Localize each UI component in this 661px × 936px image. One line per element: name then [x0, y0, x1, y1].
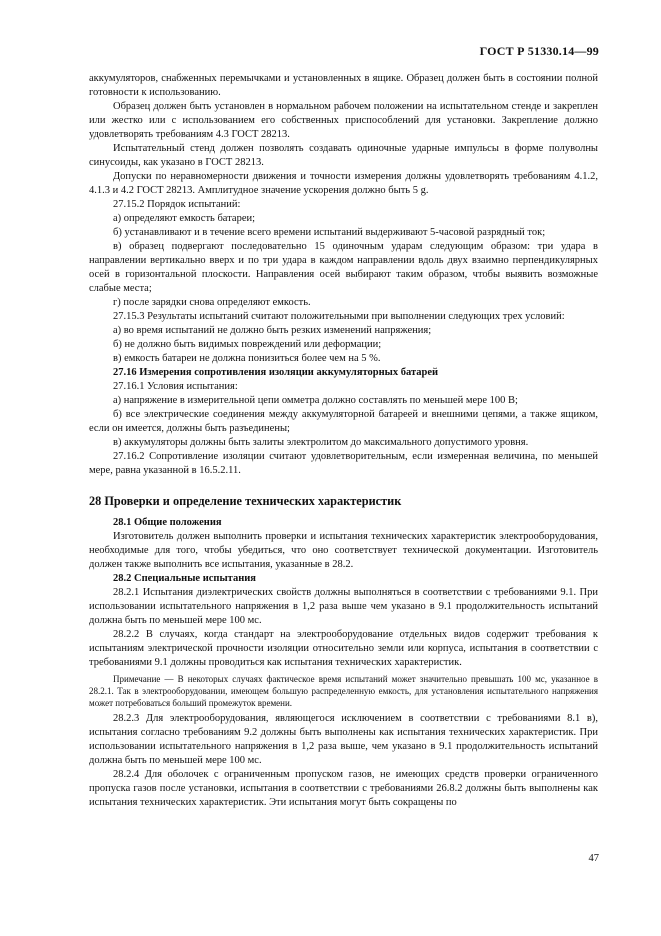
paragraph: аккумуляторов, снабженных перемычками и установленных в ящике. Образец должен быть в состоянии полной готовности к использованию. — [89, 73, 598, 98]
paragraph: Допуски по неравномерности движения и точности измерения должны удовлетворять требованиям 4.1.2, 4.1.3 и 4.2 ГОСТ 28213. Амплитудное значение ускорения должно быть 5 g. — [89, 171, 598, 196]
note: Примечание — В некоторых случаях фактическое время испытаний может значительно превышать 100 мс, указанное в 28.2.1. Так в электрооборудовании, имеющем большую распределенную емкость, для установления испытательного напряжения может потребоваться больший промежуток времени. — [89, 674, 598, 708]
clause-heading: 27.16.1 Условия испытания: — [113, 381, 238, 392]
paragraph: 28.2.1 Испытания диэлектрических свойств должны выполняться в соответствии с требованиями 9.1. При использовании испытательного напряжения в 1,2 раза выше чем указано в 9.1 продолжительность испытаний должна быть по меньшей мере 100 мс. — [89, 587, 598, 626]
list-item: в) аккумуляторы должны быть залиты электролитом до максимального допустимого уровня. — [113, 437, 529, 448]
paragraph: 28.2.4 Для оболочек с ограниченным пропуском газов, не имеющих средств проверки ограниченного пропуска газов после установки, испытания в соответствии с требованиями 26.8.2 должны быть выполнены как испытания технических характеристик. Эти испытания могут быть сокращены по — [89, 769, 598, 808]
list-item: а) во время испытаний не должно быть резких изменений напряжения; — [113, 325, 432, 336]
paragraph: 28.2.3 Для электрооборудования, являющегося исключением в соответствии с требованиями 8.1 в), испытания согласно требованиям 9.2 должны быть выполнены как испытания технических характеристик. При использовании испытательного напряжения в 1,2 раза выше, чем указано в 9.1 продолжительность испытаний должна быть по меньшей мере 100 мс. — [89, 713, 598, 766]
list-item: а) напряжение в измерительной цепи омметра должно составлять по меньшей мере 100 В; — [113, 395, 518, 406]
list-item: в) емкость батареи не должна понизиться более чем на 5 %. — [113, 353, 381, 364]
section-heading: 28 Проверки и определение технических характеристик — [89, 494, 402, 508]
list-item: в) образец подвергают последовательно 15 одиночным ударам следующим образом: три удара в направлении вертикально вверх и по три удара в каждом направлении вдоль двух взаимно перпендикулярных осей в горизонтальной плоскости. Направления осей выбирают таким образом, чтобы выявить возможные слабые места; — [89, 241, 598, 294]
paragraph: Образец должен быть установлен в нормальном рабочем положении на испытательном стенде и закреплен или жестко или с использованием его собственных приспособлений для установки. Закрепление должно удовлетворять требованиям 4.3 ГОСТ 28213. — [89, 101, 598, 140]
list-item: г) после зарядки снова определяют емкость. — [113, 297, 311, 308]
subsection-heading: 27.16 Измерения сопротивления изоляции аккумуляторных батарей — [113, 367, 439, 378]
paragraph: Испытательный стенд должен позволять создавать одиночные ударные импульсы в форме полуволны синусоиды, как указано в ГОСТ 28213. — [89, 143, 598, 168]
list-item: б) устанавливают и в течение всего времени испытаний выдерживают 5-часовой разрядный ток; — [113, 227, 546, 238]
list-item: а) определяют емкость батареи; — [113, 213, 256, 224]
paragraph: Изготовитель должен выполнить проверки и испытания технических характеристик электрооборудования, необходимые для того, чтобы убедиться, что оно соответствует технической документации. Изготовитель должен также выполнить все испытания, указанные в 28.2. — [89, 531, 598, 570]
page-body — [89, 72, 598, 810]
list-item: б) не должно быть видимых повреждений или деформации; — [113, 339, 382, 350]
paragraph: 28.2.2 В случаях, когда стандарт на электрооборудование отдельных видов содержит требования к испытаниям электрической прочности изоляции относительно земли или корпуса, испытания в соответствии с требованиями 9.1 должны проводиться как испытания технических характеристик. — [89, 629, 598, 668]
document-code: ГОСТ Р 51330.14—99 — [479, 44, 599, 58]
clause-heading: 27.15.2 Порядок испытаний: — [113, 199, 241, 210]
paragraph: 27.16.2 Сопротивление изоляции считают удовлетворительным, если измеренная величина, по меньшей мере, равна указанной в 16.5.2.11. — [89, 451, 598, 476]
list-item: б) все электрические соединения между аккумуляторной батареей и внешними цепями, а также ящиком, если он имеется, должны быть разъединены; — [89, 409, 598, 434]
subsection-heading: 28.2 Специальные испытания — [113, 573, 256, 584]
paragraph: 27.15.3 Результаты испытаний считают положительными при выполнении следующих трех условий: — [113, 311, 565, 322]
page-number: 47 — [588, 853, 599, 864]
subsection-heading: 28.1 Общие положения — [113, 517, 222, 528]
